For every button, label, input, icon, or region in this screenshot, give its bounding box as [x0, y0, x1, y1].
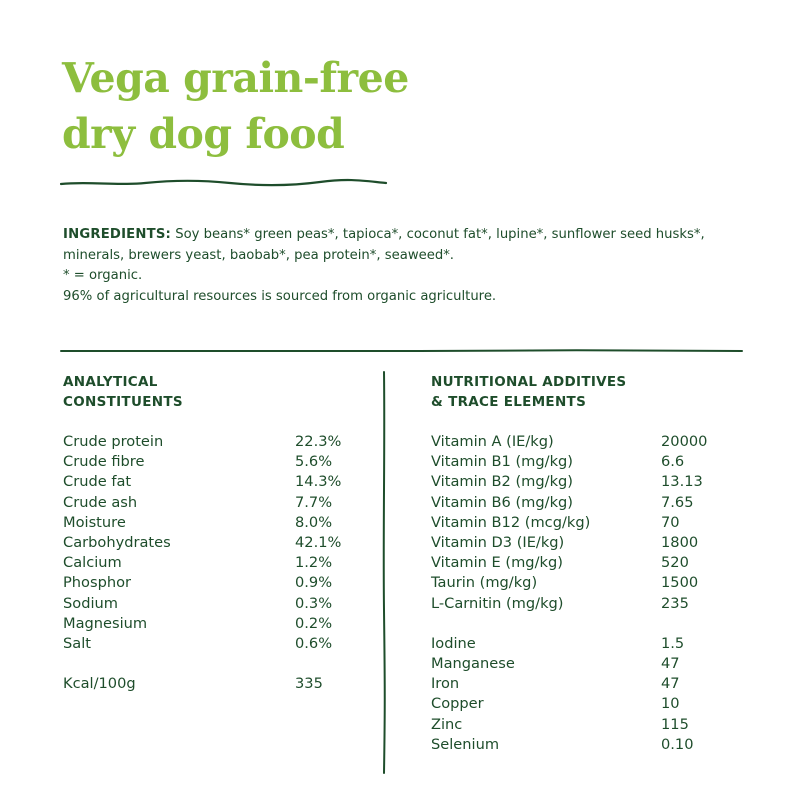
list-item: Selenium 0.10 — [431, 735, 694, 753]
list-item: Copper 10 — [431, 695, 680, 713]
list-item: Iron 47 — [431, 675, 680, 693]
energy-row: Kcal/100g 335 — [63, 675, 323, 693]
ingredients-label: INGREDIENTS: — [63, 227, 171, 242]
list-item: Sodium 0.3% — [63, 594, 333, 612]
list-spacer — [431, 614, 761, 634]
list-item: Vitamin B6 (mg/kg) 7.65 — [431, 493, 694, 511]
list-item: Crude ash 7.7% — [63, 493, 333, 511]
nutritional-additives-heading — [431, 372, 626, 412]
title-underline-squiggle — [60, 176, 388, 190]
list-item: Zinc 115 — [431, 715, 689, 733]
ingredients-text — [63, 225, 743, 266]
list-item: Carbohydrates 42.1% — [63, 533, 342, 551]
nutritional-additives-list — [431, 432, 761, 755]
analytical-constituents-list — [63, 432, 363, 694]
list-item: L-Carnitin (mg/kg) 235 — [431, 594, 689, 612]
product-title-line-1: Vega grain-free — [62, 54, 409, 102]
list-item: Vitamin B12 (mcg/kg) 70 — [431, 513, 680, 531]
list-item: Manganese 47 — [431, 655, 680, 673]
list-item: Vitamin A (IE/kg) 20000 — [431, 433, 708, 450]
list-item: Crude fat 14.3% — [63, 473, 342, 491]
ingredients-block — [63, 225, 743, 307]
nutritional-heading-line-1: NUTRITIONAL ADDITIVES — [431, 374, 627, 390]
analytical-constituents-heading — [63, 372, 183, 412]
analytical-heading-line-2: CONSTITUENTS — [63, 394, 183, 410]
section-divider-horizontal — [60, 346, 744, 356]
list-item: Crude fibre 5.6% — [63, 453, 333, 471]
list-item: Magnesium 0.2% — [63, 614, 333, 632]
agriculture-note: 96% of agricultural resources is sourced from organic agriculture. — [63, 288, 497, 304]
list-item: Crude protein 22.3% — [63, 433, 342, 450]
list-item: Phosphor 0.9% — [63, 574, 333, 592]
column-divider-vertical — [380, 370, 388, 775]
list-item: Iodine 1.5 — [431, 634, 685, 652]
list-item: Salt 0.6% — [63, 634, 333, 652]
list-item: Vitamin E (mg/kg) 520 — [431, 554, 689, 572]
organic-note: * = organic. — [63, 268, 143, 283]
list-item: Vitamin B1 (mg/kg) 6.6 — [431, 453, 685, 471]
analytical-heading-line-1: ANALYTICAL — [63, 374, 158, 390]
ingredients-list: Soy beans* green peas*, tapioca*, coconut fat*, lupine*, sunflower seed husks*, minerals, brewers yeast, baobab*, pea protein*, seaweed*. — [63, 227, 705, 263]
list-item: Moisture 8.0% — [63, 513, 333, 531]
list-spacer — [63, 654, 363, 674]
nutritional-heading-line-2: & TRACE ELEMENTS — [431, 394, 587, 410]
product-title-line-2: dry dog food — [62, 110, 345, 158]
list-item: Taurin (mg/kg) 1500 — [431, 574, 699, 592]
list-item: Calcium 1.2% — [63, 554, 333, 572]
product-title — [62, 50, 409, 162]
list-item: Vitamin D3 (IE/kg) 1800 — [431, 533, 699, 551]
list-item: Vitamin B2 (mg/kg) 13.13 — [431, 473, 703, 491]
